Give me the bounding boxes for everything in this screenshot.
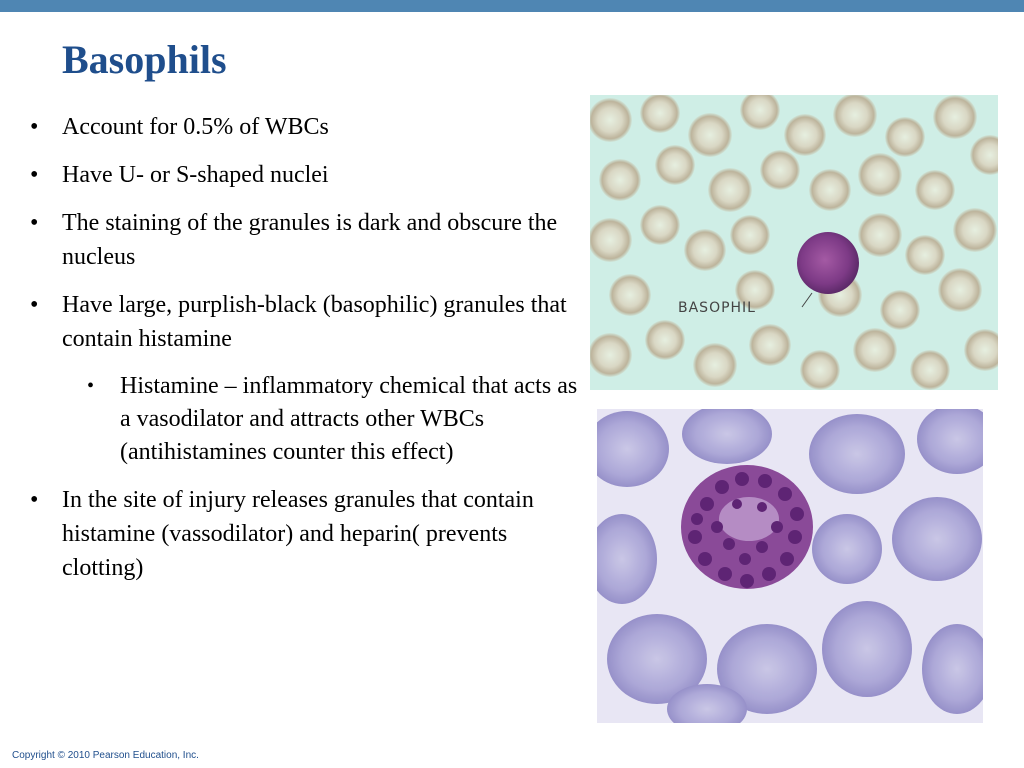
bullet-item: [30, 206, 570, 274]
sub-bullet-item: [30, 370, 580, 469]
bullet-text: In the site of injury releases granules that contain histamine (vassodilator) and heparin( prevents clotting): [62, 487, 534, 581]
bullet-item: [30, 158, 570, 192]
bullet-list: [30, 110, 578, 599]
bullet-text: Account for 0.5% of WBCs: [62, 114, 329, 140]
bullet-marker: •: [30, 210, 39, 236]
bullet-marker: •: [87, 375, 95, 397]
bullet-marker: •: [30, 162, 39, 188]
blood-smear-illustration: [590, 95, 998, 390]
bullet-text: The staining of the granules is dark and obscure the nucleus: [62, 210, 558, 270]
bullet-marker: •: [30, 487, 39, 513]
bullet-item: [30, 483, 570, 585]
top-accent-bar: [0, 0, 1024, 12]
micrograph-basophil-labeled: [590, 95, 998, 390]
bullet-text: Histamine – inflammatory chemical that acts as a vasodilator and attracts other WBCs (antihistamines counter this effect): [120, 373, 578, 465]
bullet-text: Have large, purplish-black (basophilic) granules that contain histamine: [62, 292, 567, 352]
basophil-closeup-illustration: [597, 409, 983, 723]
bullet-marker: •: [30, 292, 39, 318]
bullet-marker: •: [30, 114, 39, 140]
micrograph-basophil-closeup: [597, 409, 983, 723]
bullet-item: [30, 110, 570, 144]
slide-title: Basophils: [62, 37, 227, 82]
basophil-label: BASOPHIL: [678, 300, 756, 316]
bullet-text: Have U- or S-shaped nuclei: [62, 162, 329, 188]
copyright-footer: Copyright © 2010 Pearson Education, Inc.: [12, 750, 199, 761]
bullet-item: [30, 288, 570, 356]
